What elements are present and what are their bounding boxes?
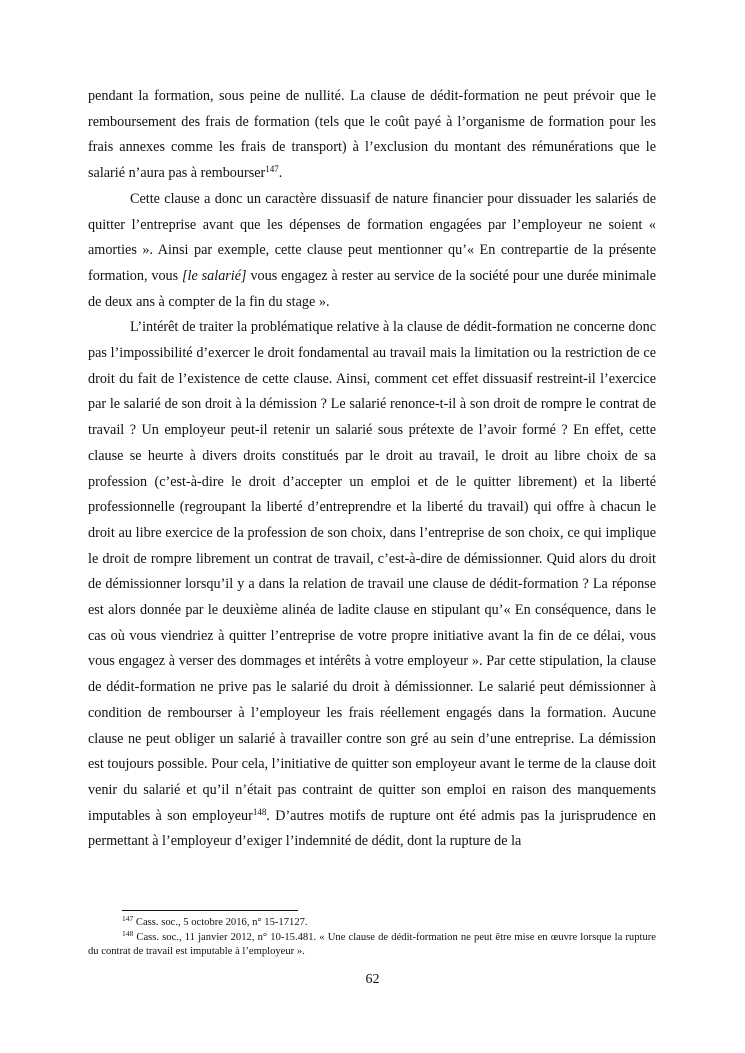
- paragraph-1-text: pendant la formation, sous peine de nullité. La clause de dédit-formation ne peut prévoir que le remboursement des frais de formation (tels que le coût payé à l’organisme de formation pour les frais annexes comme les frais de transport) à l’exclusion du montant des rémunérations que le salarié n’aura pas à rembourser: [88, 88, 656, 182]
- paragraph-3-after: . D’autres motifs de rupture ont été admis pas la jurisprudence en permettant à l’employeur d’exiger l’indemnité de dédit, dont la rupture de la: [88, 807, 656, 850]
- paragraph-3-before: L’intérêt de traiter la problématique relative à la clause de dédit-formation ne concerne donc pas l’impossibilité d’exercer le droit fondamental au travail mais la limitation ou la restriction de ce droit du fait de l’existence de cette clause. Ainsi, comment cet effet dissuasif restreint-il l’exercice par le salarié de son droit à la démission ? Le salarié renonce-t-il à son droit de rompre le contrat de travail ? Un employeur peut-il retenir un salarié sous prétexte de l’avoir formé ? En effet, cette clause se heurte à divers droits constitués par le droit au travail, le droit au libre choix de sa profession (c’est-à-dire le droit d’accepter un emploi et de le quitter librement) et la liberté professionnelle (regroupant la liberté d’entreprendre et la liberté du travail) qui offre à chacun le droit au libre exercice de la profession de son choix, dans l’entreprise de son choix, ce qui implique le droit de rompre librement un contrat de travail, c’est-à-dire de démissionner. Quid alors du droit de démissionner lorsqu’il y a dans la relation de travail une clause de dédit-formation ? La réponse est alors donnée par le deuxième alinéa de ladite clause en stipulant qu’« En conséquence, dans le cas où vous viendriez à quitter l’entreprise de votre propre initiative avant la fin de ce délai, vous vous engagez à verser des dommages et intérêts à votre employeur ». Par cette stipulation, la clause de dédit-formation ne prive pas le salarié du droit à démissionner. Le salarié peut démissionner à condition de rembourser à l’employeur les frais réellement engagés dans la formation. Aucune clause ne peut obliger un salarié à travailler contre son gré au sein d’une entreprise. La démission est toujours possible. Pour cela, l’initiative de quitter son employeur avant le terme de la clause doit venir du salarié et qu’il n’était pas contraint de quitter son emploi en raison des manquements imputables à son employeur: [88, 319, 656, 824]
- paragraph-2-before: Cette clause a donc un caractère dissuasif de nature financier pour dissuader les salariés de quitter l’entreprise avant que les dépenses de formation engagées par l’employeur ne soient « amorties ». Ainsi par exemple, cette clause peut mentionner qu’« En contrepartie de la présente formation, vous: [88, 190, 656, 284]
- paragraph-1: [88, 84, 656, 187]
- page-number: 62: [365, 972, 380, 987]
- body-text: [88, 84, 656, 855]
- footnotes: [88, 916, 656, 960]
- paragraph-2-after: vous engagez à rester au service de la société pour une durée minimale de deux ans à compter de la fin du stage ».: [88, 267, 656, 310]
- footnote-147: [88, 916, 656, 931]
- footnote-text: Cass. soc., 11 janvier 2012, n° 10-15.481. « Une clause de dédit-formation ne peut être mise en œuvre lorsque la rupture du contrat de travail est imputable à l’employeur ».: [88, 931, 656, 957]
- footnote-divider: [122, 910, 298, 911]
- footnote-number: 148: [122, 928, 134, 938]
- paragraph-2: [88, 187, 656, 316]
- paragraph-3: [88, 315, 656, 855]
- paragraph-1-tail: .: [278, 165, 283, 182]
- footnote-148: [88, 928, 656, 960]
- footnote-ref-148[interactable]: 148: [252, 806, 267, 817]
- footnote-text: Cass. soc., 5 octobre 2016, n° 15-17127.: [133, 917, 308, 928]
- paragraph-2-italic: [le salarié]: [182, 267, 247, 284]
- footnote-ref-147[interactable]: 147: [265, 164, 279, 175]
- footnote-number: 147: [122, 914, 134, 923]
